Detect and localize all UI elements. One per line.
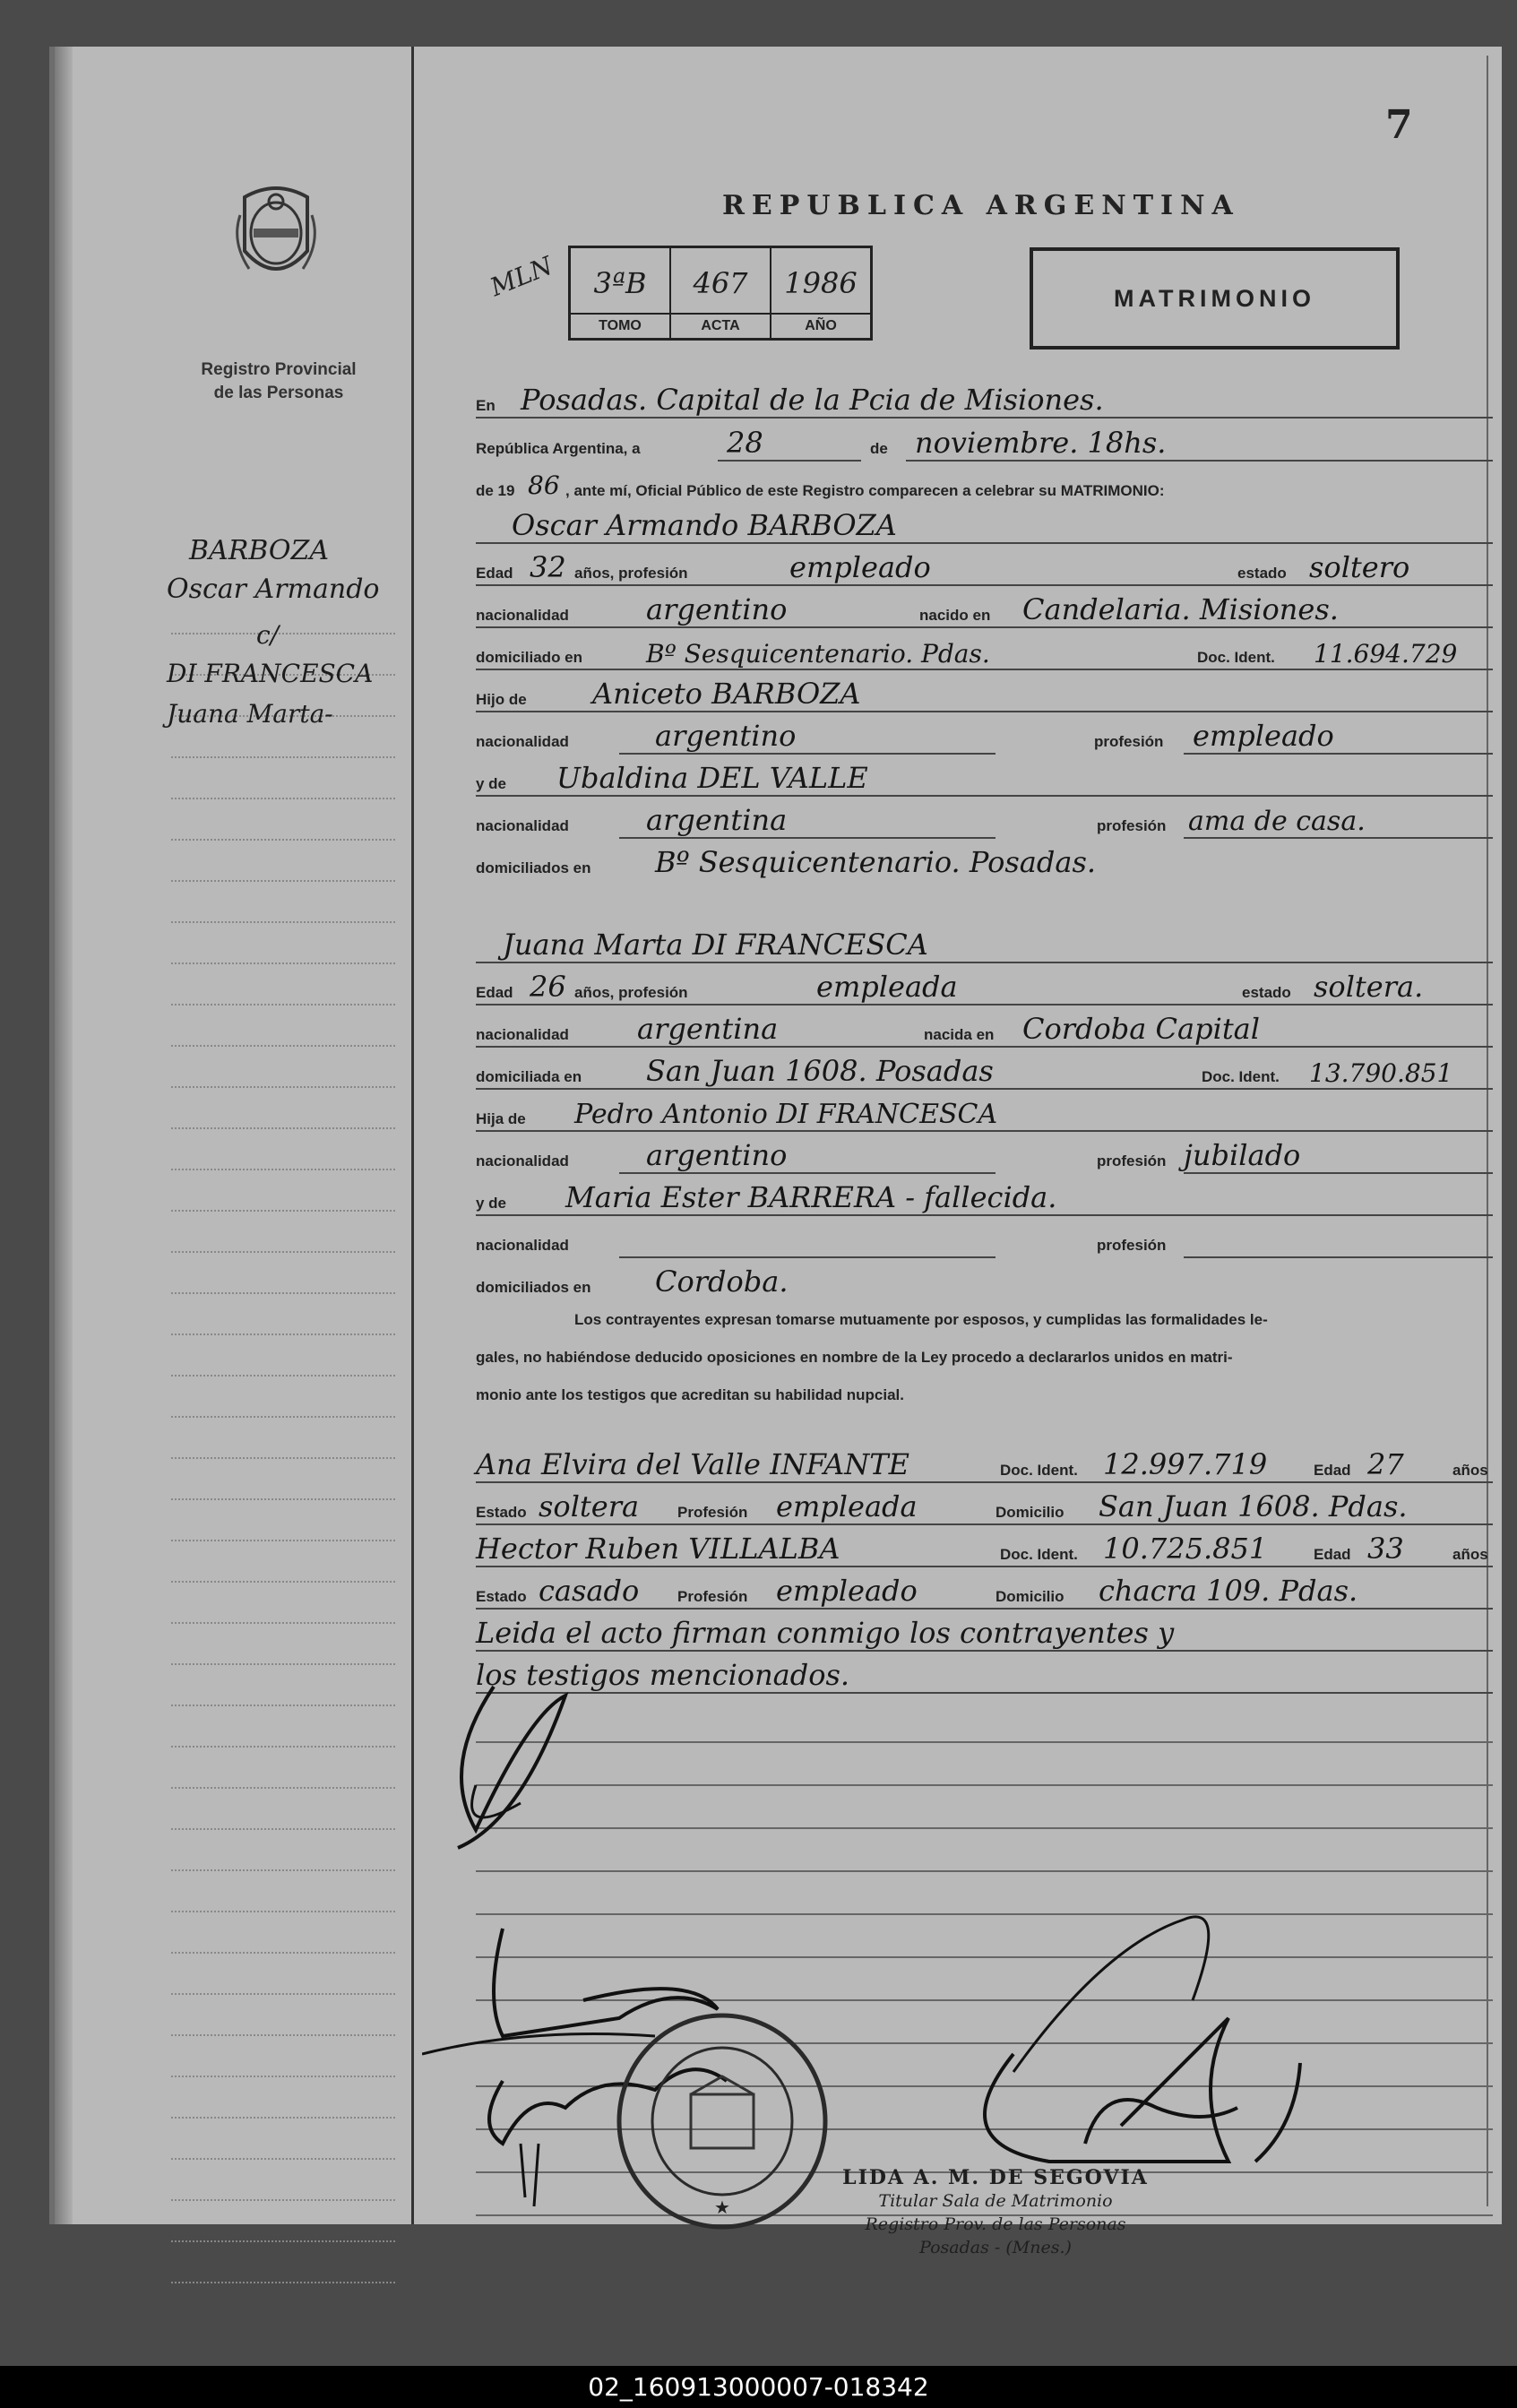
margin-note-con: c/: [256, 620, 280, 650]
place-row: En Posadas. Capital de la Pcia de Misiones.: [476, 383, 1493, 424]
registrar-location: Posadas - (Mnes.): [919, 2238, 1072, 2257]
closing-row-1: Leida el acto firman conmigo los contrayentes y: [476, 1616, 1493, 1657]
coat-of-arms-icon: [227, 179, 325, 291]
page-gutter: [55, 47, 73, 2224]
declaration-text: Los contrayentes expresan tomarse mutuamente por esposos, y cumplidas las formalidades le- gales, no habiéndose deducido oposiciones en nombre de la Ley procedo a declararlos unidos en matri- monio ante los testigos que acreditan su habilidad nupcial.: [476, 1311, 1268, 1403]
acta-box: 467 ACTA: [671, 248, 771, 338]
bride-domicilio-row: domiciliada en San Juan 1608. Posadas Doc. Ident. 13.790.851: [476, 1054, 1493, 1095]
groom-father-row: Hijo de Aniceto BARBOZA: [476, 677, 1493, 718]
margin-ruled-lines: [171, 593, 395, 2283]
groom-name: Oscar Armando BARBOZA: [512, 508, 897, 542]
closing-row-2: los testigos mencionados.: [476, 1658, 1493, 1699]
groom-parents-domicilio-row: domiciliados en Bº Sesquicentenario. Posadas.: [476, 845, 1097, 879]
groom-mother-nac-row: nacionalidad argentina profesión ama de casa.: [476, 803, 1493, 844]
bride-mother-nac-row: nacionalidad profesión: [476, 1222, 1493, 1264]
register-page: [49, 47, 1502, 2257]
bride-parents-domicilio-row: domiciliados en Cordoba.: [476, 1264, 789, 1299]
bride-father-row: Hija de Pedro Antonio DI FRANCESCA: [476, 1096, 1493, 1137]
groom-mother-row: y de Ubaldina DEL VALLE: [476, 761, 1493, 802]
bride-edad-row: Edad 26 años, profesión empleada estado soltera.: [476, 970, 1493, 1011]
witness-1-details-row: Estado soltera Profesión empleada Domicilio San Juan 1608. Pdas.: [476, 1489, 1493, 1531]
signatures-drawing: [422, 1660, 1497, 2233]
margin-divider: [411, 47, 414, 2224]
witness-2-row: Hector Ruben VILLALBA Doc. Ident. 10.725.851 Edad 33 años: [476, 1532, 1493, 1573]
registrar-title: Titular Sala de Matrimonio: [878, 2191, 1113, 2211]
margin-note-given: Oscar Armando: [167, 574, 380, 605]
groom-nacionalidad-row: nacionalidad argentino nacido en Candelaria. Misiones.: [476, 592, 1493, 634]
margin-note-surname-2: DI FRANCESCA: [167, 659, 374, 688]
mln-note: MLN: [486, 250, 557, 303]
margin-note-given-2: Juana Marta-: [167, 699, 333, 729]
date-row: República Argentina, a 28 de noviembre. 18hs.: [476, 426, 1493, 467]
bride-mother-row: y de Maria Ester BARRERA - fallecida.: [476, 1180, 1493, 1221]
bride-father-nac-row: nacionalidad argentino profesión jubilado: [476, 1138, 1493, 1179]
year-row: de 19 86 , ante mí, Oficial Público de este Registro comparecen a celebrar su MATRIMONIO:: [476, 470, 1165, 500]
official-round-seal: [610, 2009, 834, 2233]
groom-father-nac-row: nacionalidad argentino profesión empleado: [476, 719, 1493, 760]
registrar-stamp: [825, 2166, 1166, 2259]
place-value: Posadas. Capital de la Pcia de Misiones.: [521, 383, 1104, 417]
groom-domicilio-row: domiciliado en Bº Sesquicentenario. Pdas. Doc. Ident. 11.694.729: [476, 634, 1493, 676]
bride-name-row: [476, 928, 1493, 969]
registrar-office: Registro Prov. de las Personas: [865, 2214, 1126, 2234]
record-reference-boxes: [568, 246, 873, 341]
country-heading: REPUBLICA ARGENTINA: [722, 190, 1240, 221]
bride-name: Juana Marta DI FRANCESCA: [503, 928, 928, 962]
anio-box: 1986 AÑO: [771, 248, 870, 338]
witness-2-details-row: Estado casado Profesión empleado Domicilio chacra 109. Pdas.: [476, 1574, 1493, 1615]
svg-text:★: ★: [714, 2197, 730, 2218]
groom-name-row: [476, 508, 1493, 549]
margin-note-surname: BARBOZA: [189, 535, 330, 566]
registry-line-1: Registro Provincial: [201, 360, 357, 379]
bride-nacionalidad-row: nacionalidad argentina nacida en Cordoba Capital: [476, 1012, 1493, 1053]
groom-edad-row: Edad 32 años, profesión empleado estado soltero: [476, 550, 1493, 591]
tomo-box: 3ªB TOMO: [571, 248, 671, 338]
registrar-name: LIDA A. M. DE SEGOVIA: [842, 2166, 1149, 2189]
registry-line-2: de las Personas: [213, 384, 344, 402]
record-type-box: MATRIMONIO: [1030, 247, 1400, 350]
month-value: noviembre. 18hs.: [915, 426, 1167, 460]
registry-name: [189, 358, 368, 405]
year-value: 86: [528, 470, 560, 500]
day-value: 28: [727, 426, 763, 460]
witness-1-row: Ana Elvira del Valle INFANTE Doc. Ident. 12.997.719 Edad 27 años: [476, 1447, 1493, 1489]
page-number: 7: [1385, 102, 1413, 148]
image-id-footer: 02_160913000007-018342: [0, 2366, 1517, 2408]
